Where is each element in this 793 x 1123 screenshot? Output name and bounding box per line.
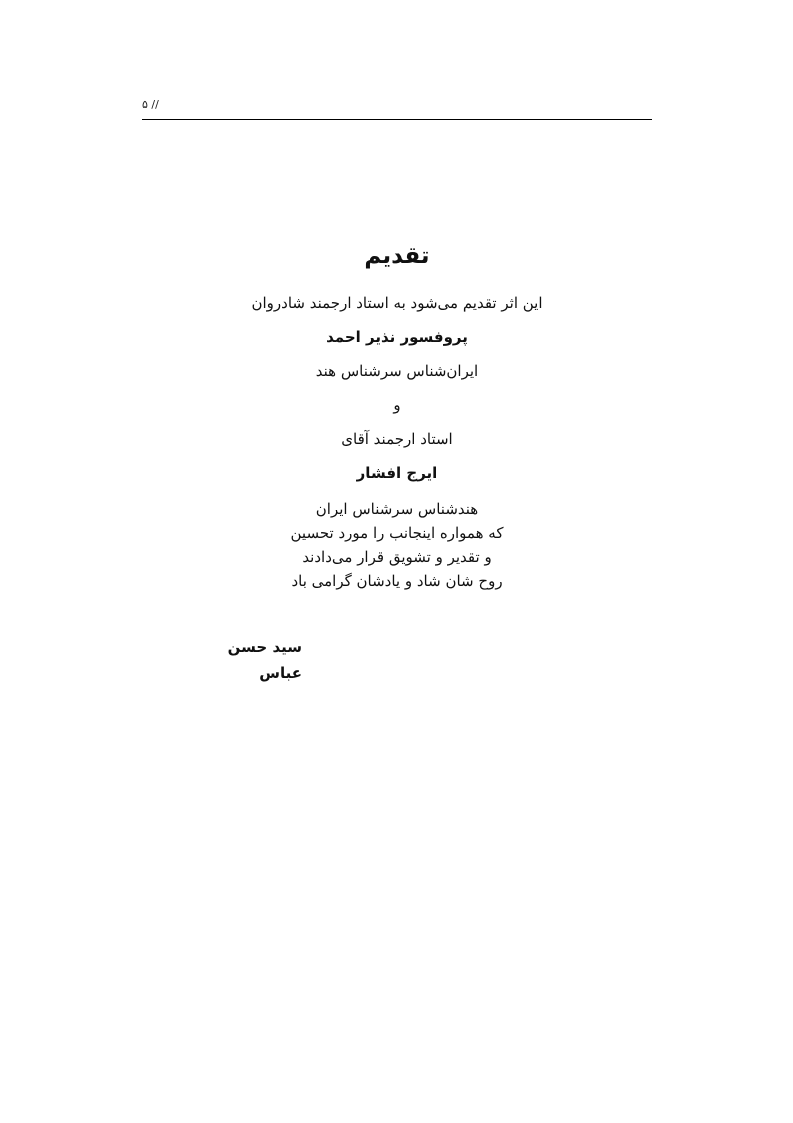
closing-line: که همواره اینجانب را مورد تحسین — [290, 524, 504, 542]
dedication-title: تقدیم — [364, 243, 430, 269]
person2-intro: استاد ارجمند آقای — [341, 430, 453, 448]
conjunction: و — [393, 396, 401, 414]
page-number: ۵ // — [142, 98, 159, 111]
author-signature: سید حسن عباس — [227, 638, 302, 682]
header-rule — [142, 119, 652, 120]
person1-description: ایران‌شناس سرشناس هند — [315, 362, 479, 380]
person1-name: پروفسور نذیر احمد — [326, 328, 468, 346]
dedication-block — [142, 236, 652, 593]
closing-line: روح شان شاد و یادشان گرامی باد — [291, 572, 503, 590]
page-header — [142, 98, 652, 120]
person2-description: هندشناس سرشناس ایران — [315, 500, 479, 518]
dedication-intro: این اثر تقدیم می‌شود به استاد ارجمند شادروان — [251, 294, 543, 312]
person2-name: ایرج افشار — [356, 464, 438, 482]
closing-line: و تقدیر و تشویق قرار می‌دادند — [302, 548, 492, 566]
